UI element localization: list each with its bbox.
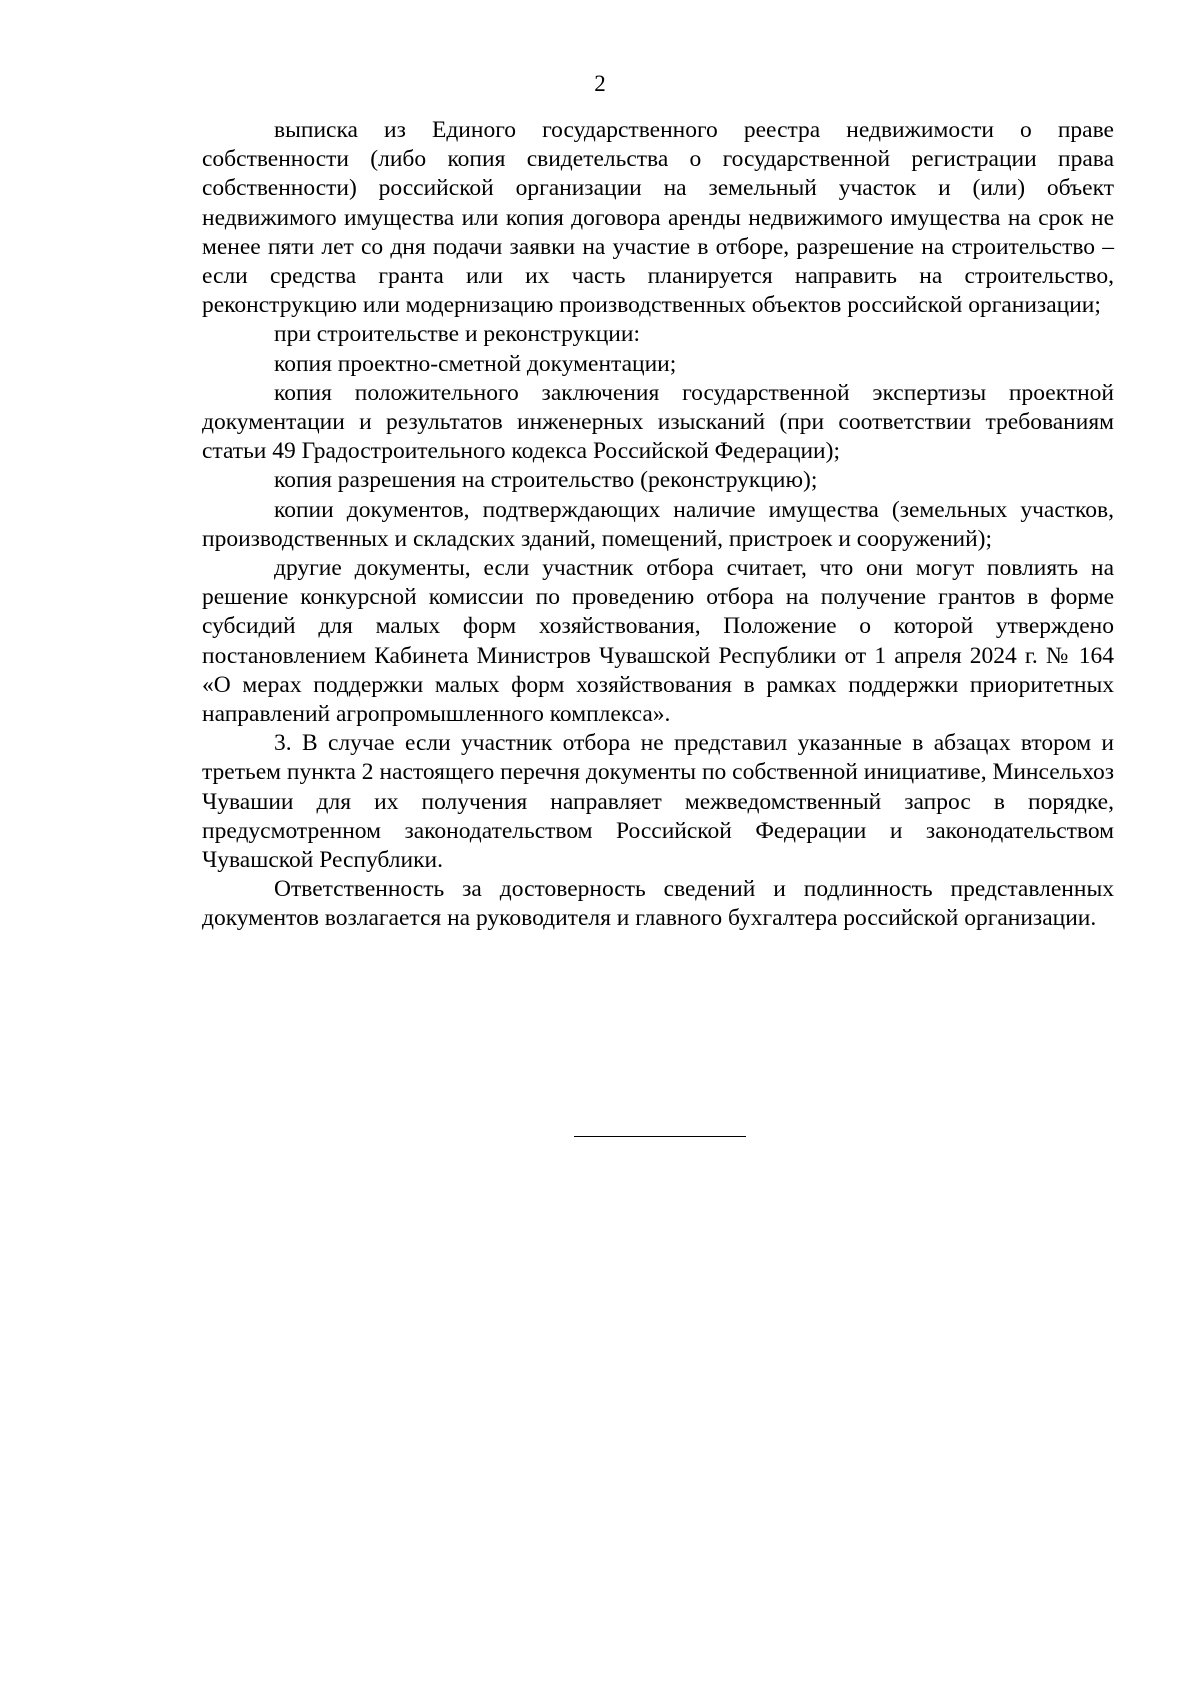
end-of-document-line: [574, 1136, 746, 1137]
paragraph-construction-heading: при строительстве и реконструкции:: [274, 321, 640, 348]
paragraph-other-documents: другие документы, если участник отбора считает, что они могут повлиять на решение конкурсной комиссии по проведению отбора на получение грантов в форме субсидий для малых форм хозяйствования, Положение о которой утверждено постановлением Кабинета Министров Чувашской Республики от 1 апреля 2024 г. № 164 «О мерах поддержки малых форм хозяйствования в рамках поддержки приоритетных направлений агропромышленного комплекса».: [202, 555, 1114, 728]
paragraph-egrn-extract: выписка из Единого государственного реестра недвижимости о праве собственности (либо копия свидетельства о государственной регистрации права собственности) российской организации на земельный участок и (или) объект недвижимого имущества или копия договора аренды недвижимого имущества на срок не менее пяти лет со дня подачи заявки на участие в отборе, разрешение на строительство – если средства гранта или их часть планируется направить на строительство, реконструкцию или модернизацию производственных объектов российской организации;: [202, 117, 1114, 319]
page-number: 2: [594, 71, 606, 96]
paragraph-construction-permit: копия разрешения на строительство (реконструкцию);: [274, 467, 818, 494]
paragraph-responsibility: Ответственность за достоверность сведений и подлинность представленных документов возлагается на руководителя и главного бухгалтера российской организации.: [202, 876, 1114, 932]
paragraph-interagency-request: 3. В случае если участник отбора не представил указанные в абзацах втором и третьем пункта 2 настоящего перечня документы по собственной инициативе, Минсельхоз Чувашии для их получения направляет межведомственный запрос в порядке, предусмотренном законодательством Российской Федерации и законодательством Чувашской Республики.: [202, 730, 1114, 874]
paragraph-expertise-conclusion: копия положительного заключения государственной экспертизы проектной документации и результатов инженерных изысканий (при соответствии требованиям статьи 49 Градостроительного кодекса Российской Федерации);: [202, 379, 1114, 465]
document-body: [202, 116, 1114, 934]
paragraph-property-documents: копии документов, подтверждающих наличие имущества (земельных участков, производственных и складских зданий, помещений, пристроек и сооружений);: [202, 496, 1114, 552]
paragraph-design-estimate: копия проектно-сметной документации;: [274, 350, 677, 377]
